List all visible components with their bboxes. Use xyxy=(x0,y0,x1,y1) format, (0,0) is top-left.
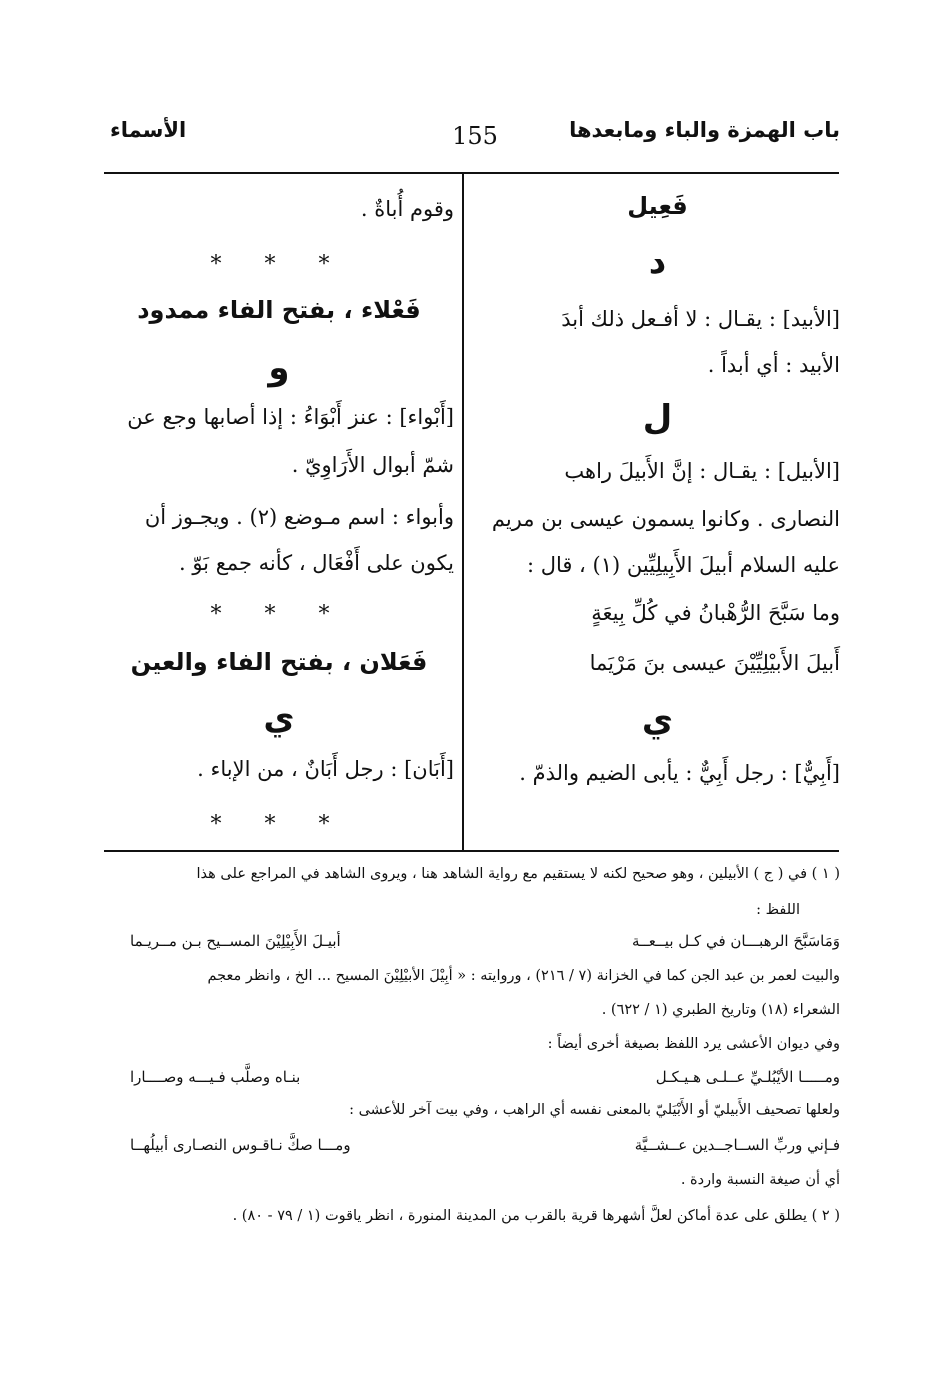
letter-heading-w: و xyxy=(268,348,290,388)
footnote-1-line-1: ( ١ ) في ( ج ) الأبيلين ، وهو صحيح لكنه لا يستقيم مع رواية الشاهد هنا ، ويروى الشاهد في المراجع على هذا xyxy=(196,866,840,882)
letter-heading-y-left: ي xyxy=(263,698,295,738)
entry-abwa-line1: [أَبْواء] : عنز أَبْوَاءُ : إذا أصابها وجع عن xyxy=(127,405,454,429)
header-rule xyxy=(104,172,839,174)
footnote-verse-1a: وَمَاسَبَّحَ الرهبـــان في كـل بيــعــة xyxy=(631,932,840,950)
footnote-1-line-5: وفي ديوان الأعشى يرد اللفظ بصيغة أخرى أيضاً : xyxy=(547,1036,840,1052)
letter-heading-y: ي xyxy=(641,700,674,740)
entry-aban: [أَبَان] : رجل أَبَانٌ ، من الإباء . xyxy=(197,757,454,781)
footnote-2-line-1: ( ٢ ) يطلق على عدة أماكن لعلَّ أشهرها قرية بالقرب من المدينة المنورة ، انظر ياقوت (١ / ٧٩ - ٨٠) . xyxy=(232,1208,840,1224)
footnote-1-line-7: أي أن صيغة النسبة واردة . xyxy=(680,1172,840,1188)
section-title-falaa: فَعْلاء ، بفتح الفاء ممدود xyxy=(137,296,421,324)
footnote-rule xyxy=(104,850,839,852)
verse-line-1: وما سَبَّحَ الرُّهْبانُ في كُلِّ بِيعَةٍ xyxy=(591,601,840,625)
running-header-chapter: باب الهمزة والباء ومابعدها xyxy=(569,118,840,142)
entry-abyad-line1: [الأبيد] : يقـال : لا أفـعل ذلك أبدَ xyxy=(561,307,840,331)
footnote-1-line-3: والبيت لعمر بن عبد الجن كما في الخزانة (٧ / ٢١٦) ، وروايته : « أبِيْلَ الأبيْلِيْنَ المسيح ... الخ ، وانظر معجم xyxy=(207,968,840,984)
separator-stars-1: * * * xyxy=(210,252,348,277)
footnote-verse-3b: ومـــا صكَّ نـاقـوس النصـارى أبيلُهــا xyxy=(130,1136,351,1154)
section-title-faeel: فَعِيل xyxy=(627,192,688,220)
entry-abiyy: [أَبِيٌّ] : رجل أَبِيٌّ : يأبى الضيم والذمّ . xyxy=(519,761,840,785)
footnote-1-line-6: ولعلها تصحيف الأَبيليّ أو الأَبْيَليّ بالمعنى نفسه أي الراهب ، وفي بيت آخر للأعشى : xyxy=(349,1102,840,1118)
verse-line-2: أَبيلَ الأَبيْلِيِّيْنَ عيسى بنَ مَرْيَما xyxy=(589,651,840,675)
entry-abyal-line1: [الأبيل] : يقـال : إنَّ الأَبيلَ راهب xyxy=(564,459,840,483)
section-title-faalan: فَعَلان ، بفتح الفاء والعين xyxy=(130,648,428,676)
footnote-1-line-2: اللفظ : xyxy=(756,902,800,918)
footnote-1-line-4: الشعراء (١٨) وتاريخ الطبري (١ / ٦٢٢) . xyxy=(601,1002,840,1018)
entry-abwa-line3: وأبواء : اسم مـوضع (٢) . ويجـوز أن xyxy=(144,505,454,529)
column-divider xyxy=(462,172,464,850)
entry-abyal-line3: عليه السلام أبيلَ الأَبِيلِيِّين (١) ، قال : xyxy=(526,553,840,577)
entry-abyal-line2: النصارى . وكانوا يسمون عيسى بن مريم xyxy=(491,507,840,531)
footnote-verse-2a: ومـــــا الأيْبُلـيِّ عــلـى هـيـكـل xyxy=(655,1068,840,1086)
letter-heading-d: د xyxy=(648,242,667,282)
separator-stars-2: * * * xyxy=(210,602,348,627)
entry-abwa-line2: شمّ أبوال الأَرَاوِيّ . xyxy=(291,453,454,477)
entry-ubat: وقوم أُباةٌ . xyxy=(360,197,454,221)
letter-heading-l: ل xyxy=(642,398,673,438)
footnote-verse-3a: فـإني وربِّ الســاجــدين عــشــيَّة xyxy=(634,1136,840,1154)
footnote-verse-2b: بنـاه وصلَّب فـيـــه وصــــارا xyxy=(130,1068,301,1086)
page-number: 155 xyxy=(452,122,498,150)
separator-stars-3: * * * xyxy=(210,812,348,837)
running-header-section: الأسماء xyxy=(110,118,187,142)
entry-abwa-line4: يكون على أَفْعَال ، كأنه جمع بَوّ . xyxy=(178,551,454,575)
footnote-verse-1b: أبيـلَ الأَبِيْلِيْنَ المســيح بـن مــريـما xyxy=(130,932,341,950)
entry-abyad-line2: الأبيد : أي أبداً . xyxy=(707,353,840,377)
